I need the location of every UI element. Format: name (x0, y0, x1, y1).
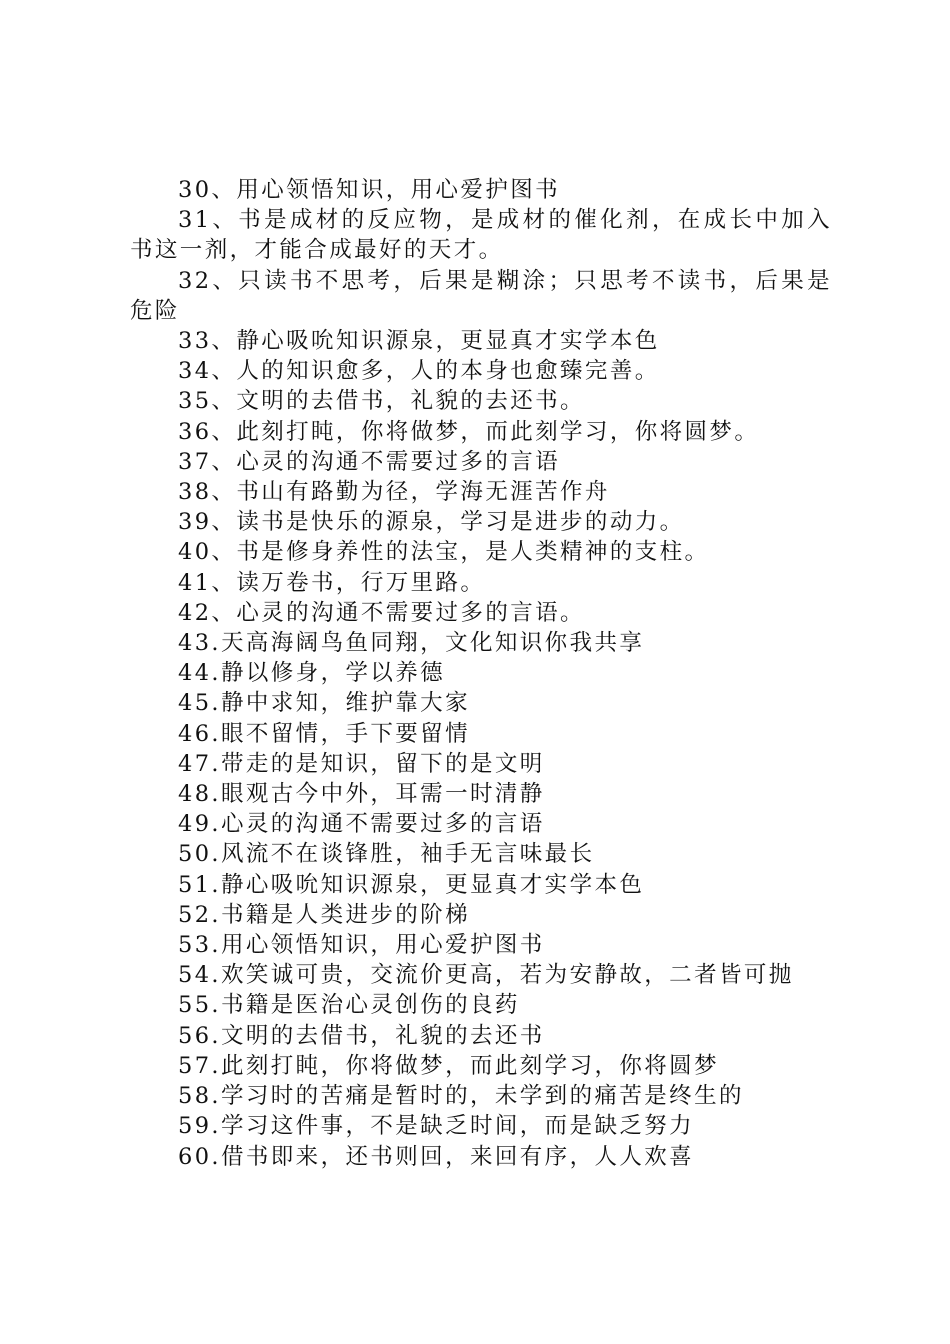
list-item: 51.静心吸吮知识源泉，更显真才实学本色 (178, 871, 645, 898)
list-item: 50.风流不在谈锋胜，袖手无言味最长 (178, 841, 595, 868)
list-item: 56.文明的去借书，礼貌的去还书 (178, 1022, 545, 1049)
list-item: 44.静以修身，学以养德 (178, 660, 446, 687)
list-item: 52.书籍是人类进步的阶梯 (178, 901, 470, 928)
list-item: 48.眼观古今中外，耳需一时清静 (178, 781, 545, 808)
list-item: 54.欢笑诚可贵，交流价更高，若为安静故，二者皆可抛 (178, 962, 794, 989)
list-item: 49.心灵的沟通不需要过多的言语 (178, 811, 545, 838)
list-item: 57.此刻打盹，你将做梦，而此刻学习，你将圆梦 (178, 1052, 719, 1079)
list-item: 46.眼不留情，手下要留情 (178, 720, 470, 747)
list-item: 55.书籍是医治心灵创伤的良药 (178, 992, 520, 1019)
list-item: 37、心灵的沟通不需要过多的言语 (178, 448, 561, 475)
list-item: 53.用心领悟知识，用心爱护图书 (178, 932, 545, 959)
list-item: 33、静心吸吮知识源泉，更显真才实学本色 (178, 328, 660, 355)
list-item: 38、书山有路勤为径，学海无涯苦作舟 (178, 479, 610, 506)
document-body (130, 175, 832, 1172)
list-item: 43.天高海阔鸟鱼同翔，文化知识你我共享 (178, 630, 645, 657)
list-item: 31、书是成材的反应物，是成材的催化剂，在成长中加入书这一剂，才能合成最好的天才。 (130, 207, 832, 264)
list-item: 59.学习这件事，不是缺乏时间，而是缺乏努力 (178, 1113, 695, 1140)
list-item: 39、读书是快乐的源泉，学习是进步的动力。 (178, 509, 685, 536)
list-item: 36、此刻打盹，你将做梦，而此刻学习，你将圆梦。 (178, 418, 760, 445)
list-item: 35、文明的去借书，礼貌的去还书。 (178, 388, 585, 415)
list-item: 32、只读书不思考，后果是糊涂；只思考不读书，后果是危险 (130, 267, 832, 324)
list-item: 47.带走的是知识，留下的是文明 (178, 750, 545, 777)
list-item: 42、心灵的沟通不需要过多的言语。 (178, 599, 585, 626)
list-item: 60.借书即来，还书则回，来回有序，人人欢喜 (178, 1143, 695, 1170)
list-item: 45.静中求知，维护靠大家 (178, 690, 470, 717)
list-item: 30、用心领悟知识，用心爱护图书 (178, 177, 561, 203)
list-item: 34、人的知识愈多，人的本身也愈臻完善。 (178, 358, 660, 385)
list-item: 41、读万卷书，行万里路。 (178, 569, 486, 596)
list-item: 40、书是修身养性的法宝，是人类精神的支柱。 (178, 539, 710, 566)
list-item: 58.学习时的苦痛是暂时的，未学到的痛苦是终生的 (178, 1083, 744, 1110)
